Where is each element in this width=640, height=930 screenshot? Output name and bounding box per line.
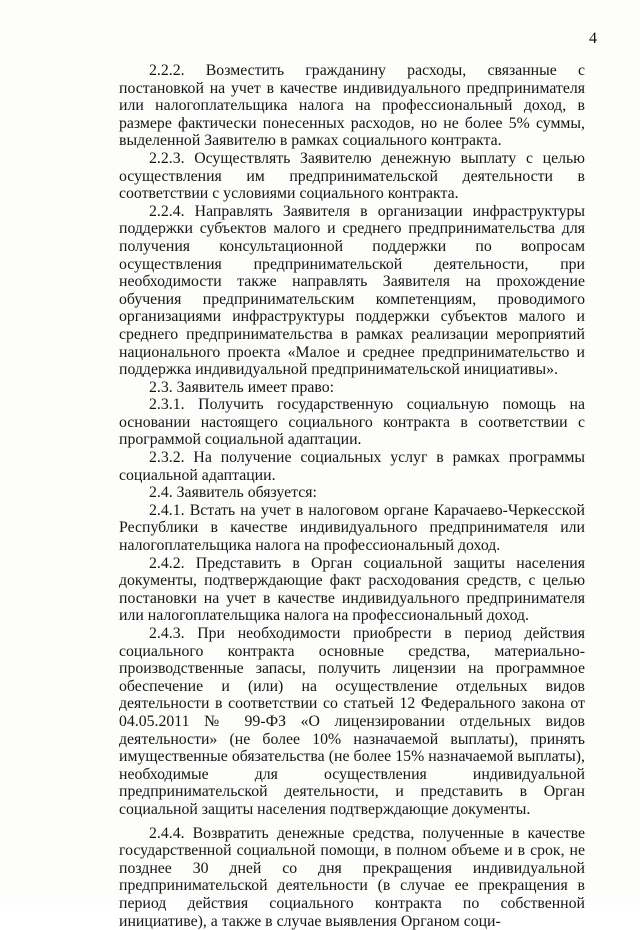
document-body <box>119 62 585 930</box>
paragraph-2-4-4: 2.4.4. Возвратить денежные средства, полученные в качестве государственной социальной помощи, в полном объеме и в срок, не позднее 30 дней со дня прекращения индивидуальной предпринимательской деятельности (в случае ее прекращения в период действия социального контракта по собственной инициативе), а также в случае выявления Органом соци- <box>119 824 585 930</box>
paragraph-2-4-3: 2.4.3. При необходимости приобрести в период действия социального контракта основные средства, материально-производственные запасы, получить лицензии на программное обеспечение и (или) на осуществление отдельных видов деятельности в соответствии со статьей 12 Федерального закона от 04.05.2011 № 99-ФЗ «О лицензировании отдельных видов деятельности» (не более 10% назначаемой выплаты), принять имущественные обязательства (не более 15% назначаемой выплаты), необходимые для осуществления индивидуальной предпринимательской деятельности, и представить в Орган социальной защиты населения подтверждающие документы. <box>119 625 585 818</box>
paragraph-2-2-3: 2.2.3. Осуществлять Заявителю денежную выплату с целью осуществления им предпринимательской деятельности в соответствии с условиями социального контракта. <box>119 149 585 203</box>
heading-2-3: 2.3. Заявитель имеет право: <box>149 378 335 396</box>
paragraph-2-3-2: 2.3.2. На получение социальных услуг в рамках программы социальной адаптации. <box>119 449 585 484</box>
heading-2-4: 2.4. Заявитель обязуется: <box>149 484 317 502</box>
paragraph-2-4-2: 2.4.2. Представить в Орган социальной защиты населения документы, подтверждающие факт расходования средств, с целью постановки на учет в качестве индивидуального предпринимателя или налогоплательщика налога на профессиональный доход. <box>119 554 585 625</box>
page-number: 4 <box>589 30 597 47</box>
paragraph-2-3-1: 2.3.1. Получить государственную социальную помощь на основании настоящего социального контракта в соответствии с программой социальной адаптации. <box>119 396 585 449</box>
paragraph-2-2-2: 2.2.2. Возместить гражданину расходы, связанные с постановкой на учет в качестве индивидуального предпринимателя или налогоплательщика налога на профессиональный доход, в размере фактически понесенных расходов, но не более 5% суммы, выделенной Заявителю в рамках социального контракта. <box>119 62 585 150</box>
paragraph-2-2-4: 2.2.4. Направлять Заявителя в организации инфраструктуры поддержки субъектов малого и среднего предпринимательства для получения консультационной поддержки по вопросам осуществления предпринимательской деятельности, при необходимости также направлять Заявителя на прохождение обучения предпринимательским компетенциям, проводимого организациями инфраструктуры поддержки субъектов малого и среднего предпринимательства в рамках реализации мероприятий национального проекта «Малое и среднее предпринимательство и поддержка индивидуальной предпринимательской инициативы». <box>119 202 585 379</box>
paragraph-2-4-1: 2.4.1. Встать на учет в налоговом органе Карачаево-Черкесской Республики в качестве индивидуального предпринимателя или налогоплательщика налога на профессиональный доход. <box>119 501 585 555</box>
